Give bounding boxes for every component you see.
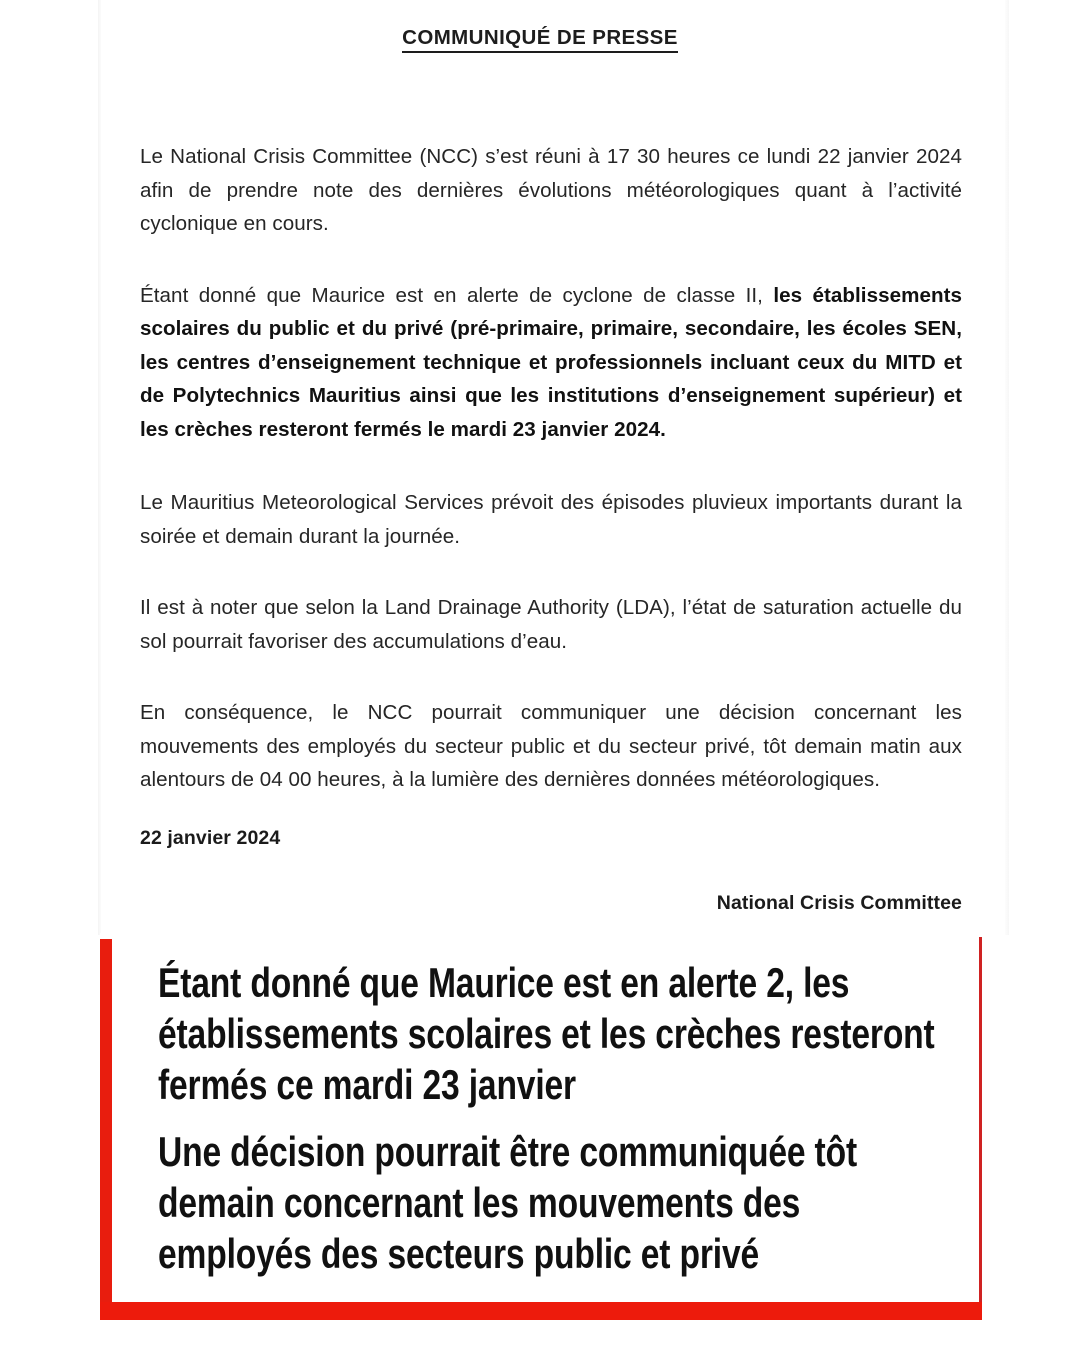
headline-overlay (100, 933, 982, 1320)
scan-edge-left (98, 0, 101, 935)
accent-bar-left (100, 939, 112, 1320)
accent-bar-right (979, 937, 982, 1320)
paragraph-2-emphasis: les établissements scolaires du public et du privé (pré-primaire, primaire, secondaire, les écoles SEN, les centres d’enseignement technique et professionnels incluant ceux du MITD et de Polytechnics Mauritius ainsi que les institutions d’enseignement supérieur) et les crèches resteront fermés le mardi 23 janvier 2024. (140, 283, 962, 441)
paragraph-4: Il est à noter que selon la Land Drainage Authority (LDA), l’état de saturation actuelle du sol pourrait favoriser des accumulations d’eau. (140, 596, 962, 653)
headline-secondary: Une décision pourrait être communiquée tôt demain concernant les mouvements des employés des secteurs public et privé (158, 1128, 857, 1277)
accent-bar-bottom (100, 1302, 982, 1320)
document-title-text: COMMUNIQUÉ DE PRESSE (402, 26, 678, 53)
headline-content (112, 933, 979, 1302)
document-title (0, 26, 1080, 50)
headline-primary: Étant donné que Maurice est en alerte 2, les établissements scolaires et les crèches resteront fermés ce mardi 23 janvier (158, 959, 935, 1108)
document-author: National Crisis Committee (716, 892, 962, 914)
paragraph-1: Le National Crisis Committee (NCC) s’est réuni à 17 30 heures ce lundi 22 janvier 2024 afin de prendre note des dernières évolutions météorologiques quant à l’activité cyclonique en cours. (140, 145, 962, 235)
paragraph-2-lead: Étant donné que Maurice est en alerte de cyclone de classe II, (140, 283, 774, 307)
document-body (140, 140, 962, 797)
scan-edge-right (1005, 0, 1009, 935)
document-date: 22 janvier 2024 (140, 827, 281, 849)
paragraph-2 (140, 279, 962, 447)
paragraph-5: En conséquence, le NCC pourrait communiquer une décision concernant les mouvements des employés du secteur public et du secteur privé, tôt demain matin aux alentours de 04 00 heures, à la lumière des dernières données météorologiques. (140, 701, 962, 791)
paragraph-3: Le Mauritius Meteorological Services prévoit des épisodes pluvieux importants durant la soirée et demain durant la journée. (140, 491, 962, 548)
